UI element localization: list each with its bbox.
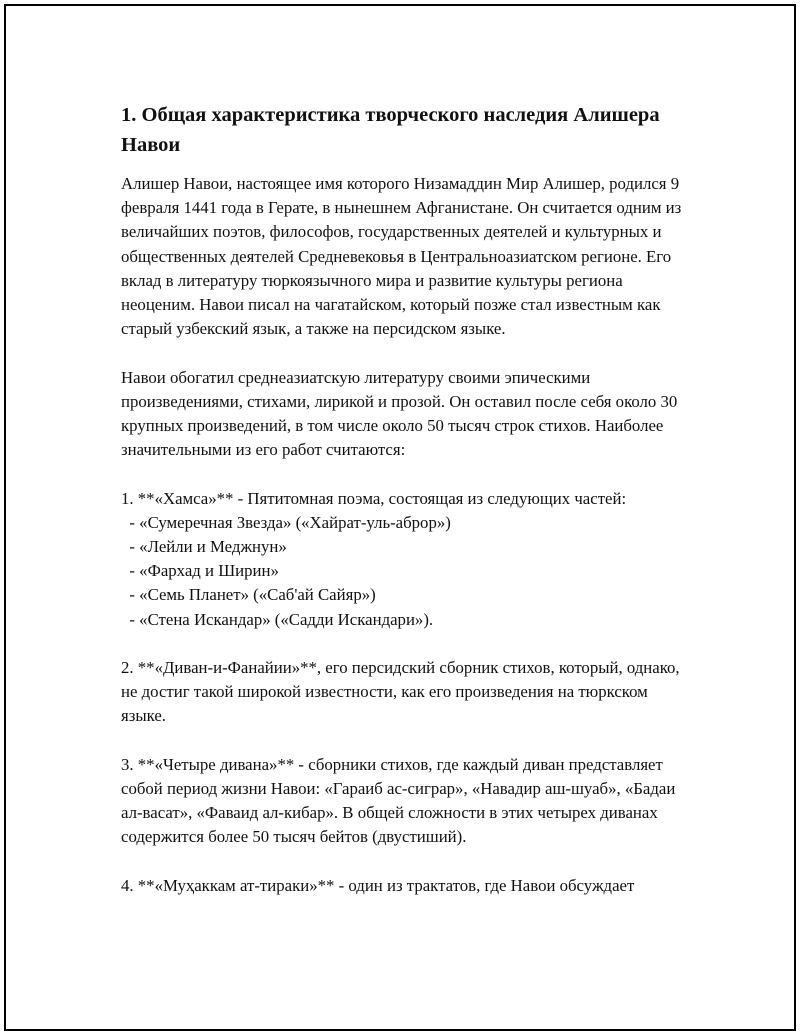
sub-list-item: - «Сумеречная Звезда» («Хайрат-уль-аброр») bbox=[121, 512, 451, 532]
list-item-head: 1. **«Хамса»** - Пятитомная поэма, состоящая из следующих частей: bbox=[121, 488, 627, 508]
paragraph-works-intro: Навои обогатил среднеазиатскую литературу своими эпическими произведениями, стихами, лирикой и прозой. Он оставил после себя около 30 крупных произведений, в том числе около 50 тысяч строк стихов. Наиболее значительными из его работ считаются: bbox=[121, 367, 678, 460]
document-title: 1. Общая характеристика творческого наследия Алишера Навои bbox=[121, 104, 660, 156]
sub-list-item: - «Фархад и Ширин» bbox=[121, 561, 279, 581]
list-item-muhakkam: 4. **«Муҳаккам ат-тираки»** - один из трактатов, где Навои обсуждает bbox=[121, 875, 635, 895]
document-body bbox=[121, 100, 696, 898]
list-item-four-divans: 3. **«Четыре дивана»** - сборники стихов, где каждый диван представляет собой период жизни Навои: «Гараиб ас-сиграр», «Навадир аш-шуаб», «Бадаи ал-васат», «Фаваид ал-кибар». В общей сложности в этих четырех диванах содержится более 50 тысяч бейтов (двустиший). bbox=[121, 754, 676, 847]
list-item-khamsa bbox=[121, 487, 696, 632]
page-frame bbox=[4, 4, 796, 1031]
paragraph-biography: Алишер Навои, настоящее имя которого Низамаддин Мир Алишер, родился 9 февраля 1441 года в Герате, в нынешнем Афганистане. Он считается одним из величайших поэтов, философов, государственных деятелей и культурных и общественных деятелей Средневековья в Центральноазиатском регионе. Его вклад в литературу тюркоязычного мира и развитие культуры региона неоценим. Навои писал на чагатайском, который позже стал известным как старый узбекский язык, а также на персидском языке. bbox=[121, 174, 682, 339]
sub-list-item: - «Семь Планет» («Саб'ай Сайяр») bbox=[121, 585, 376, 605]
sub-list-item: - «Лейли и Меджнун» bbox=[121, 537, 287, 557]
sub-list-item: - «Стена Искандар» («Садди Искандари»). bbox=[121, 609, 434, 629]
list-item-divan-fanai: 2. **«Диван-и-Фанайии»**, его персидский сборник стихов, который, однако, не достиг такой широкой известности, как его произведения на тюркском языке. bbox=[121, 658, 680, 726]
